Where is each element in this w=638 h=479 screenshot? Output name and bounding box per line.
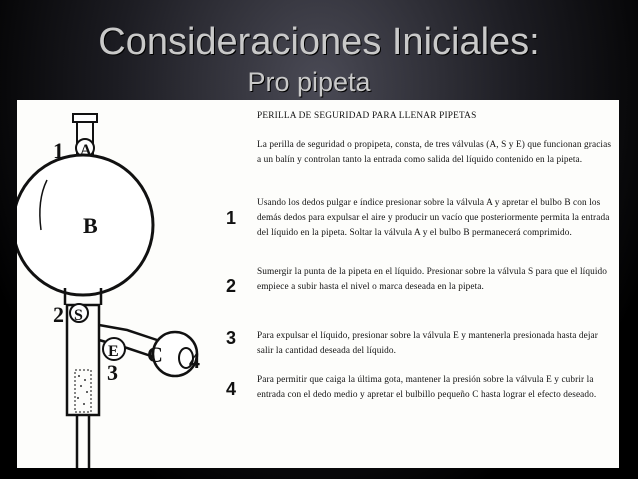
label-valve-s: S (74, 307, 83, 324)
label-valve-a: A (80, 142, 92, 159)
intro-paragraph: La perilla de seguridad o propipeta, consta, de tres válvulas (A, S y E) que funcionan gracias a un balín y controlan tanto la entrada como salida del líquido contenido en la pipeta. (257, 140, 612, 165)
slide-title: Consideraciones Iniciales: (98, 21, 540, 63)
step-1-text: Usando los dedos pulgar e índice presionar sobre la válvula A y apretar el bulbo B con los demás dedos para expulsar el aire y producir un vacío que posteriormente permita la entrada del líquido en la pipeta. Soltar la válvula A y el bulbo B permanecerá comprimido. (257, 198, 610, 238)
step-4-text: Para permitir que caiga la última gota, mantener la presión sobre la válvula E y cubrir la entrada con el dedo medio y apretar el bulbillo pequeño C hasta lograr el efecto deseado. (257, 375, 597, 400)
top-cap (73, 114, 97, 122)
propipette-diagram (17, 100, 227, 468)
step-2-number: 2 (226, 276, 237, 296)
step-1-number: 1 (226, 208, 237, 228)
label-valve-e: E (108, 343, 119, 360)
step-3-number: 3 (226, 328, 237, 348)
label-bulb-c: C (147, 342, 163, 367)
label-bulb-b: B (83, 213, 98, 238)
slide-subtitle: Pro pipeta (247, 67, 371, 97)
scanned-document (17, 100, 619, 468)
label-1: 1 (53, 138, 64, 163)
label-4: 4 (189, 348, 200, 373)
document-heading: PERILLA DE SEGURIDAD PARA LLENAR PIPETAS (257, 111, 477, 121)
label-2: 2 (53, 302, 64, 327)
label-3: 3 (107, 360, 118, 385)
step-2-text: Sumergir la punta de la pipeta en el líquido. Presionar sobre la válvula S para que el líquido empiece a subir hasta el nivel o marca deseada en la pipeta. (257, 267, 608, 292)
pipette-tube (77, 415, 89, 468)
step-3-text: Para expulsar el líquido, presionar sobre la válvula E y mantenerla presionada hasta dejar salir la cantidad deseada del líquido. (257, 331, 598, 356)
step-4-number: 4 (226, 379, 237, 399)
